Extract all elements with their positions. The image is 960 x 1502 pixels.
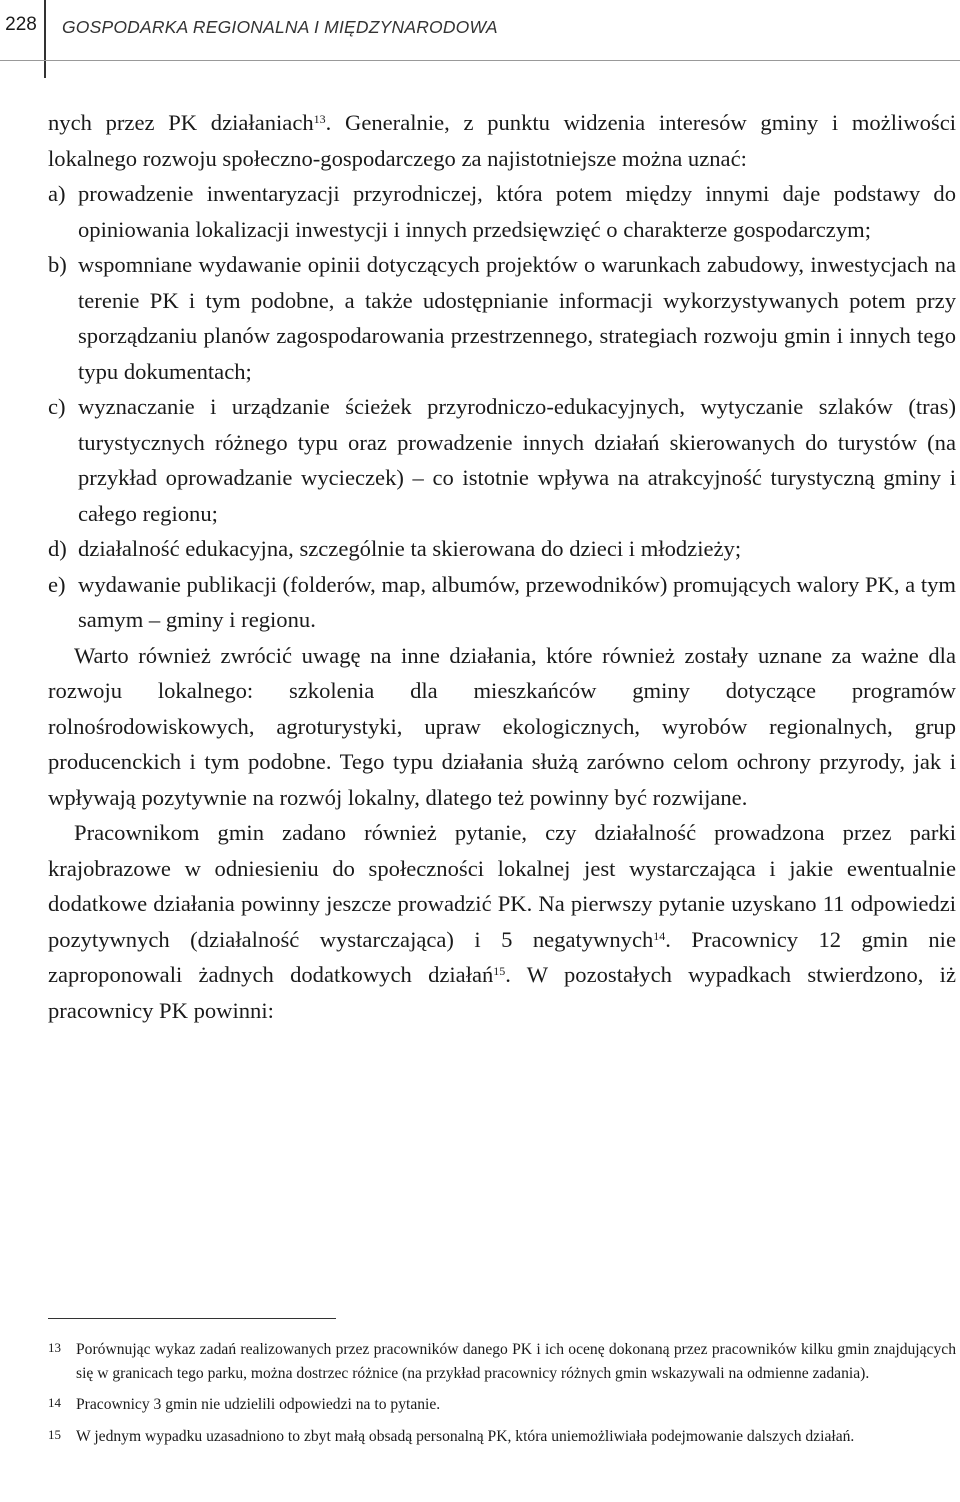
footnote-text: Porównując wykaz zadań realizowanych przez pracowników danego PK i ich ocenę dokonaną przez pracowników kilku gmin znajdujących się w granicach tego parku, można dostrzec różnice (na przykład pracownicy różnych gmin wskazywali na odmienne zadania). — [76, 1341, 956, 1382]
footnotes — [48, 1338, 956, 1456]
footnote-text: W jednym wypadku uzasadniono to zbyt małą obsadą personalną PK, która uniemożliwiała podejmowanie dalszych działań. — [76, 1427, 855, 1445]
para3-text-1: Pracownikom gmin zadano również pytanie, czy działalność prowadzona przez parki krajobrazowe w odniesieniu do społeczności lokalnej jest wystarczająca i jakie ewentualnie dodatkowe działania powinny jeszcze prowadzić PK. Na pierwszy pytanie uzyskano 11 odpowiedzi pozytywnych (działalność wystarczająca) i 5 negatywnych — [48, 820, 956, 952]
footnote — [48, 1425, 956, 1449]
page-number: 228 — [5, 14, 37, 35]
header-horizontal-rule — [0, 60, 960, 61]
page-header — [0, 0, 960, 78]
footnote-text: Pracownicy 3 gmin nie udzielili odpowiedzi na to pytanie. — [76, 1396, 441, 1413]
footnote-separator — [48, 1318, 336, 1319]
footnote-number: 13 — [48, 1340, 61, 1355]
list-item-text: wyznaczanie i urządzanie ścieżek przyrodniczo-edukacyjnych, wytyczanie szlaków (tras) turystycznych różnego typu oraz prowadzenie innych działań skierowanych do turystów (na przykład oprowadzanie wycieczek) – co istotnie wpływa na atrakcyjność turystyczną gminy i całego regionu; — [78, 394, 956, 526]
list-item — [48, 567, 956, 638]
intro-text-1: nych przez PK działaniach — [48, 110, 314, 135]
list-item-label: c) — [48, 394, 66, 419]
list-item — [48, 531, 956, 567]
list-item-text: wspomniane wydawanie opinii dotyczących projektów o warunkach zabudowy, inwestycjach na terenie PK i tym podobne, a także udostępnianie informacji wykorzystywanych potem przy sporządzaniu planów zagospodarowania przestrzennego, strategiach rozwoju gmin i innych tego typu dokumentach; — [78, 252, 956, 384]
footnote — [48, 1338, 956, 1385]
footnote-number: 14 — [48, 1395, 61, 1410]
body-text — [48, 105, 956, 1028]
list-item-label: e) — [48, 571, 66, 597]
para3-text-2: . Pracownicy 12 gmin nie zaproponowali żadnych dodatkowych działań — [48, 926, 956, 987]
list-item-text: wydawanie publikacji (folderów, map, albumów, przewodników) promujących walory PK, a tym samym – gminy i regionu. — [78, 571, 956, 632]
list-item-text: działalność edukacyjna, szczególnie ta skierowana do dzieci i młodzieży; — [78, 536, 742, 561]
list-item-label: b) — [48, 252, 67, 277]
list-item — [48, 389, 956, 531]
list-item — [48, 176, 956, 247]
running-title: GOSPODARKA REGIONALNA I MIĘDZYNARODOWA — [62, 17, 498, 37]
activity-list — [48, 176, 956, 638]
list-item-label: d) — [48, 536, 67, 561]
list-item-label: a) — [48, 181, 66, 206]
footnote-number: 15 — [48, 1426, 61, 1442]
intro-paragraph — [48, 105, 956, 176]
footnote-ref-13[interactable]: 13 — [313, 112, 326, 126]
list-item — [48, 247, 956, 389]
intro-text-2: . Generalnie, z punktu widzenia interesów gminy i możliwości lokalnego rozwoju społeczno-gospodarczego za najistotniejsze można uznać: — [48, 110, 957, 171]
header-vertical-rule — [44, 0, 46, 78]
paragraph-2: Warto również zwrócić uwagę na inne działania, które również zostały uznane za ważne dla rozwoju lokalnego: szkolenia dla mieszkańców gminy dotyczące programów rolnośrodowiskowych, agroturystyki, upraw ekologicznych, wyrobów regionalnych, grup producenckich i tym podobne. Tego typu działania służą zarówno celom ochrony przyrody, jak i wpływają pozytywnie na rozwój lokalny, dlatego też powinny być rozwijane. — [48, 642, 956, 810]
footnote-ref-15[interactable]: 15 — [493, 964, 506, 978]
footnote-ref-14[interactable]: 14 — [653, 928, 666, 943]
list-item-text: prowadzenie inwentaryzacji przyrodniczej, która potem między innymi daje podstawy do opiniowania lokalizacji inwestycji i innych przedsięwzięć o charakterze gospodarczym; — [78, 181, 956, 242]
para3-text-3: . W pozostałych wypadkach stwierdzono, iż pracownicy PK powinni: — [48, 962, 956, 1023]
footnote — [48, 1393, 956, 1417]
paragraph-3 — [48, 815, 956, 1028]
